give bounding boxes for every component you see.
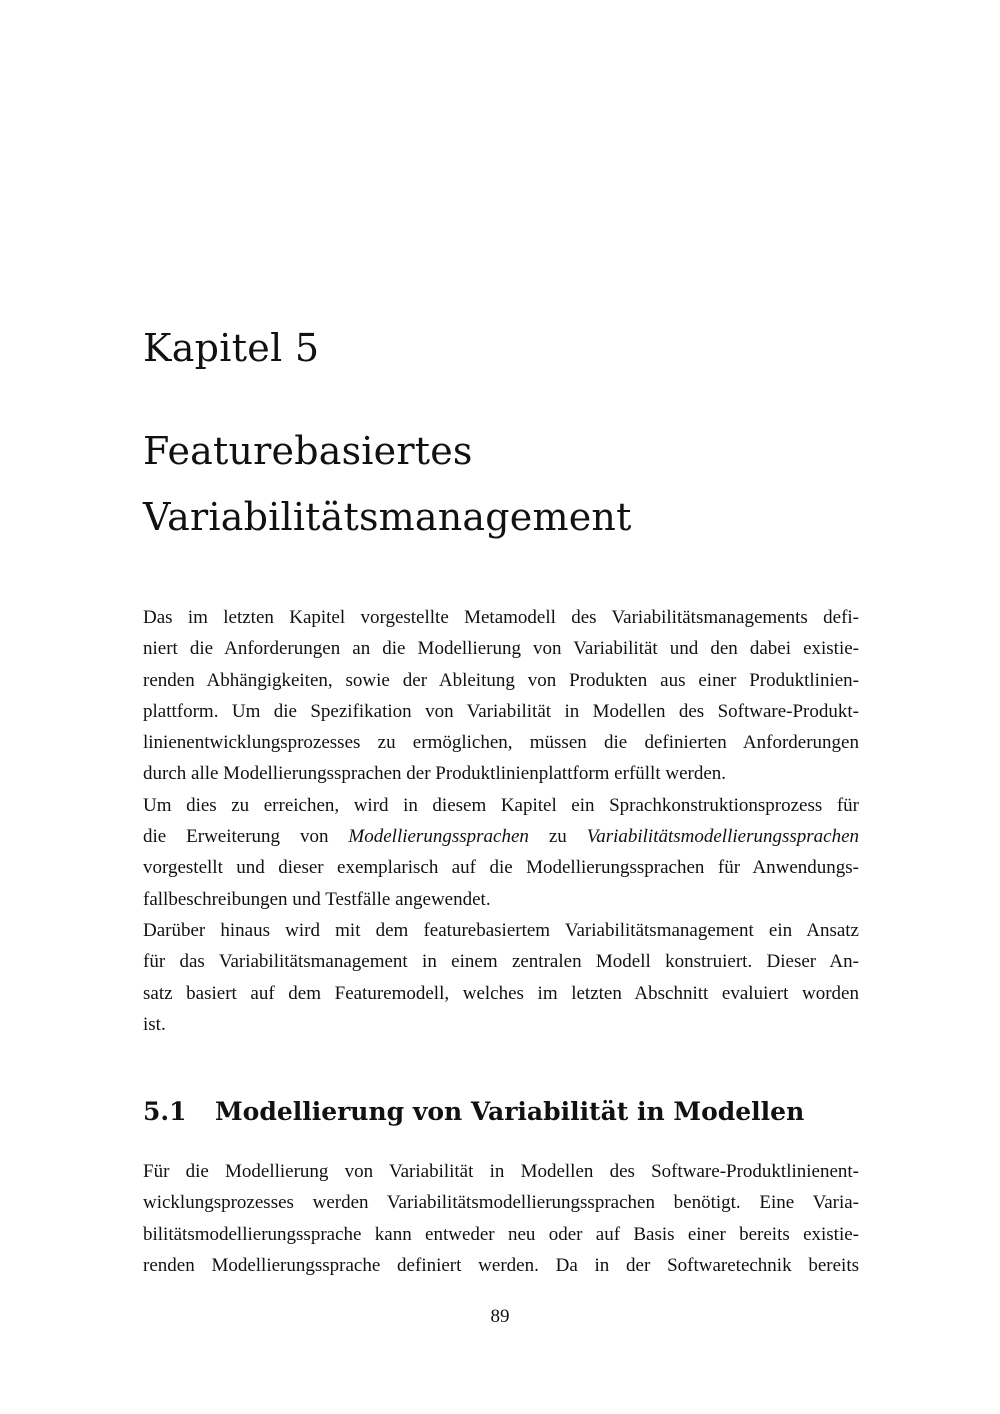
emphasis-term: Variabilitätsmodellierungssprachen: [586, 826, 860, 848]
text-line: Das im letzten Kapitel vorgestellte Metamodell des Variabilitätsmanagements defi-: [143, 607, 859, 628]
text-line: fallbeschreibungen und Testfälle angewendet.: [143, 888, 491, 910]
intro-paragraph: [143, 602, 859, 1040]
emphasis-term: Modellierungssprachen: [348, 826, 529, 848]
text-line: vorgestellt und dieser exemplarisch auf die Modellierungssprachen für Anwendungs-: [143, 857, 859, 879]
text-line-with-emphasis: [143, 821, 859, 852]
text-line: Um dies zu erreichen, wird in diesem Kapitel ein Sprachkonstruktionsprozess für: [143, 794, 859, 816]
text-line: wicklungsprozesses werden Variabilitätsmodellierungssprachen benötigt. Eine Varia-: [143, 1192, 859, 1214]
chapter-title-line: Variabilitätsmanagement: [143, 495, 632, 539]
section-paragraph: [143, 1156, 859, 1281]
text-line: bilitätsmodellierungssprache kann entweder neu oder auf Basis einer bereits existie-: [143, 1223, 859, 1245]
text-fragment: zu: [528, 826, 587, 848]
text-line: für das Variabilitätsmanagement in einem zentralen Modell konstruiert. Dieser An-: [143, 951, 859, 973]
text-line: durch alle Modellierungssprachen der Produktlinienplattform erfüllt werden.: [143, 763, 727, 785]
text-fragment: die Erweiterung von: [143, 826, 349, 848]
text-line: Darüber hinaus wird mit dem featurebasiertem Variabilitätsmanagement ein Ansatz: [143, 919, 859, 941]
chapter-title: [143, 418, 863, 550]
section-number: 5.1: [143, 1097, 187, 1126]
text-line: Für die Modellierung von Variabilität in Modellen des Software-Produktlinienent-: [143, 1161, 859, 1182]
section-heading: [143, 1092, 804, 1132]
text-line: renden Modellierungssprache definiert werden. Da in der Softwaretechnik bereits: [143, 1254, 859, 1276]
text-line: satz basiert auf dem Featuremodell, welches im letzten Abschnitt evaluiert worden: [143, 982, 859, 1004]
text-line: ist.: [143, 1013, 166, 1035]
text-line: niert die Anforderungen an die Modellierung von Variabilität und den dabei existie-: [143, 638, 859, 660]
chapter-title-line: Featurebasiertes: [143, 429, 473, 473]
text-line: plattform. Um die Spezifikation von Variabilität in Modellen des Software-Produkt-: [143, 700, 859, 722]
text-line: linienentwicklungsprozesses zu ermöglichen, müssen die definierten Anforderungen: [143, 732, 859, 754]
text-line: renden Abhängigkeiten, sowie der Ableitung von Produkten aus einer Produktlinien-: [143, 669, 859, 691]
section-title: Modellierung von Variabilität in Modellen: [215, 1097, 805, 1126]
chapter-label: Kapitel 5: [143, 326, 320, 370]
page-number: 89: [490, 1306, 510, 1327]
